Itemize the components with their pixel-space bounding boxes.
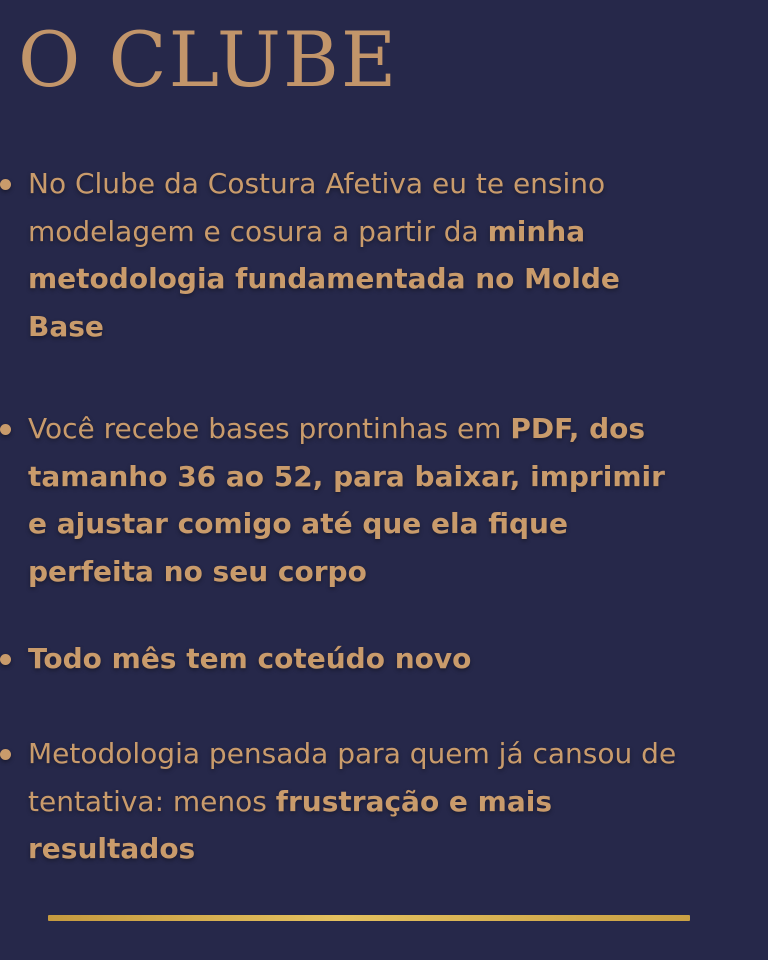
list-item (0, 730, 690, 873)
list-item-emphasis: PDF, dos tamanho 36 ao 52, para baixar, imprimir e ajustar comigo até que ela fique perfeita no seu corpo (28, 412, 665, 588)
list-item (0, 635, 690, 683)
page-title: O CLUBE (18, 15, 399, 104)
list-item-text: No Clube da Costura Afetiva eu te ensino modelagem e cosura a partir da (28, 167, 606, 248)
bullet-dot-icon (0, 424, 11, 435)
list-item-text: Metodologia pensada para quem já cansou de tentativa: menos (28, 737, 677, 818)
gold-divider (48, 915, 690, 921)
list-item (0, 160, 690, 350)
bullet-dot-icon (0, 179, 11, 190)
list-item-emphasis: minha metodologia fundamentada no Molde Base (28, 214, 620, 343)
list-item-text: Você recebe bases prontinhas em (28, 412, 511, 445)
bullet-dot-icon (0, 654, 11, 665)
bullet-dot-icon (0, 749, 11, 760)
list-item-emphasis: Todo mês tem coteúdo novo (28, 642, 472, 675)
list-item-emphasis: frustração e mais resultados (28, 784, 553, 865)
list-item (0, 405, 690, 595)
